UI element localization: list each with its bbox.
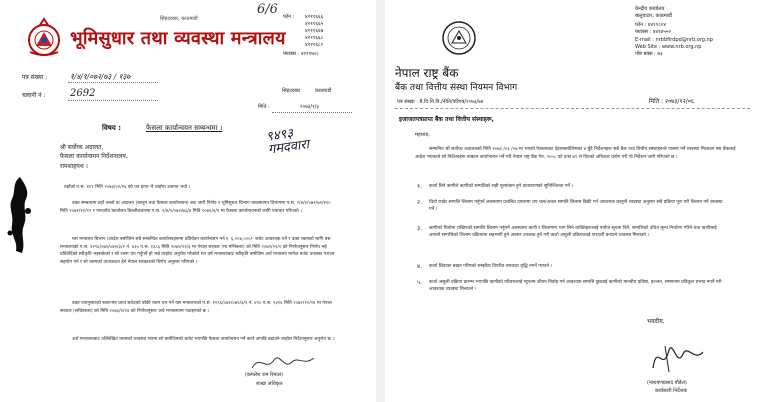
handwritten-note: ९४९३ गमदवारा bbox=[265, 126, 311, 158]
intro-paragraph: सम्मानित श्री सर्वोच्च अदालतको मिति २०७३ /०३ /०७ मा भएको फैसलाबाट देहायबमोजिमका ४ बुँदे निर्देशनहरू सबै बैंक तथा वित्तीय संस्थाहरूले पालना गर्ने व्यवस्था मिलाउन यस बैंकलाई आदेश भएकाले सो निर्देशनहरू तत्काल कार्यान्वयन गर्ने गरी नेपाल राष्ट्र बैंक ऐन, २०५८ को दफा ७९ ले दिएको अधिकार प्रयोग गरी यो निर्देशन जारी गरिएको छ । bbox=[415, 147, 736, 160]
dispatch-label: चलानी नं : bbox=[22, 92, 46, 99]
bank-department: बैंक तथा वित्तीय संस्था नियमन विभाग bbox=[395, 83, 518, 93]
right-signatory-name: (नारायणप्रसाद पौडेल) bbox=[647, 380, 687, 386]
subject-text: फैसला कार्यान्वयन सम्बन्धमा । bbox=[146, 124, 223, 132]
address-city: काठमाडौं bbox=[315, 88, 332, 94]
item-bullet-4: ४. bbox=[417, 263, 423, 270]
item-bullet-1: १. bbox=[417, 183, 423, 190]
to-line-3: रामशाहपथ । bbox=[60, 163, 88, 170]
office-phone: फोन : ४४१९८०४ bbox=[635, 22, 666, 28]
item-5: कर्जा असुली प्रक्रिया प्रारम्भ भएपछि ऋणीको परिवारलाई न्यूनतम जीवन निर्वाह गर्न आवश्यक सम्पत्ति छुट्याई ऋणीको मानवीय प्रतिष्ठा, इज्जत, सम्मानमा प्रतिकूल प्रभाव नपर्ने गरी आवश्यक व्यवस्था मिलाउने । bbox=[429, 280, 722, 293]
signature-scribble bbox=[248, 352, 318, 374]
salutation: महाशय, bbox=[415, 132, 430, 138]
nrb-seal-icon bbox=[441, 20, 477, 56]
right-signatory-title: कार्यकारी निर्देशक bbox=[655, 388, 688, 394]
item-1: कर्जा लिने ऋणीले ऋणीको सम्पतिको सही मूल्यांकन हुने वातावरणको सुनिश्चितता गर्ने । bbox=[429, 184, 574, 189]
ministry-title: भूमिसुधार तथा व्यवस्था मन्त्रालय bbox=[70, 28, 286, 49]
signatory-name: (कमलेश राम रिमाल) bbox=[245, 372, 284, 378]
ministry-place: सिंहदरबार, काठमाडौं bbox=[160, 16, 198, 22]
office-name: केन्द्रीय कार्यालय bbox=[635, 6, 665, 12]
date-line: मिति : २०७३/१२/०६ bbox=[649, 98, 694, 105]
addressee-line: इजाजतपत्रप्राप्त बैंक तथा वित्तीय संस्थाहरू, bbox=[399, 116, 494, 123]
to-line-1: श्री सर्वोच्च अदालत, bbox=[60, 144, 104, 151]
body-paragraph-3: यस मन्त्रालय बिभाग /आदेश बमोजिम सबै सम्बन्धित कार्यालयहरूमा प्रतिवेदन कार्यान्वयन गर्न र. ६,२०४,०००/- बजेट आवश्यक पर्ने र उक्त रकमको लागि यस मन्त्रालयको प.सं. ११९६/०७१/०७२/३/१ नं. ४३० प.स. २३८६ मिति २०७२/१२/३ मा नेपाल सरकार (मा.मन्त्रिस्तर) को मिति २०७२/१२/१ को निर्णयानुसार निर्णय भई प्रतिवेदिको स्वीकृति भइसकेको र सो रकम थप गर्नुपर्ने हो भन्ने व्यहोरा अनुरोध गरेकोले गत वर्ष मन्त्रालयबाट स्वीकृति बमोजिम अर्थ मन्त्रालय मार्फत बजेट उपलब्ध गराउन सहयोग गर्न र सो रकमको उपलब्धता हेर्न नेपाल सरकारको निर्णय अनुसार गरिएको । bbox=[60, 237, 335, 265]
item-bullet-5: ५. bbox=[417, 279, 423, 286]
item-bullet-2: २. bbox=[417, 199, 423, 206]
phone-label: फोन : bbox=[283, 14, 295, 20]
ref-line: पत्र संख्या : बै.वि.नि.वि./नीति/परिपत्र/२०७३/७४ bbox=[397, 99, 484, 105]
closing: भवदीय, bbox=[647, 318, 665, 325]
nrb-circular bbox=[385, 0, 760, 402]
office-website: Web Site : www.nrb.org.np bbox=[635, 44, 702, 50]
address-label: सिंहदरबार bbox=[282, 88, 301, 94]
ref-label: पत्र संख्या : bbox=[22, 74, 48, 81]
corner-handwriting: 6/6 bbox=[257, 2, 278, 17]
item-bullet-3: ३. bbox=[417, 225, 423, 232]
fax-line: फ्याक्स : ४२११७०८ bbox=[283, 51, 320, 57]
body-paragraph-4: उक्त पत्रानुसारको स्वरूपमा प्राप्त बजेटको बाँकी रकम थप गर्ने यस मन्त्रालयको प.सं. ११९६/०७१/०७२/३/१ नं. ४९० प.स. २३१६ मिति २०७२/१२/२४ मा नेपाल सरकार (सचिवस्तर) को मिति २०७३/१/२४ को निर्णयानुसार अर्थ मन्त्रालयमा पठाइएको छ । bbox=[60, 301, 332, 314]
ref-value: १/४/१/०७२/७३ / १३७ bbox=[70, 72, 131, 81]
phone-4: ४२११६६८ bbox=[305, 35, 324, 41]
nepal-emblem-icon bbox=[22, 16, 66, 60]
office-fax: फ्याक्स : ४४१४५५२ bbox=[635, 29, 672, 35]
signature-scribble-right bbox=[647, 338, 707, 376]
body-paragraph-1: तहाँको प.स. ४१९ मिति २०७३/०१/१६ को पत्र प्राप्त भै व्यहोरा अवगत भयो । bbox=[64, 185, 191, 190]
item-2: धितो राखेर सम्पत्ति लिलाम गर्नुपर्ने अवस्थामा प्रचलित दायरामा थप चल/अचल सम्पति लिलाम बिक्री गर्न आवश्यक कानुनी व्यवस्था अनुसार सबै प्रक्रिया पूरा गरी लिलाम गर्ने व्यवस्था गर्ने । bbox=[429, 200, 723, 213]
date-value: २०७३/१/३ bbox=[300, 104, 319, 110]
date-label: मिति : bbox=[258, 104, 270, 110]
phone-5: ४२११६८० bbox=[305, 42, 324, 48]
office-pobox: पोष्ट बक्स : ७३ bbox=[635, 51, 663, 57]
phone-3: ४२११६६७ bbox=[305, 28, 324, 34]
ink-blot bbox=[6, 175, 34, 255]
item-3: ऋणीको धितोमा राखिएको सम्पत्ति लिलाम गर्नुपर्ने अवस्थामा ऋणी र लिलाममा भाग लिने व्यक्तिहरूलाई पर्याप्त सूचना दिने, सम्पत्तिको उचित मूल्य निर्धारण गरिने तथा ऋणीलाई आफ्नो सम्पत्तिको लिलाम प्रक्रियामा सहभागी हुने अवसर उपलब्ध हुने गरी कर्जा असुली प्रक्रियालाई पारदर्शी बनाउने व्यवस्था मिलाउने । bbox=[429, 226, 717, 239]
phone-2: ४२११६६५ bbox=[305, 21, 324, 27]
office-email: E-mail : nrbbfirdpd@nrb.org.np bbox=[635, 37, 713, 43]
office-place: बालुवाटार, काठमाडौं bbox=[635, 13, 672, 19]
body-paragraph-2: उक्त सम्बन्धमा तहाँ तल्लो वा अदालत (कानुन तथा फैसला कार्यान्वयन) बाट जारी निर्णय र भूमिसुधार विभाग व्यवस्थापन विभागमा प.स. १/४/१/०७१/७२/११० मिति २०७१/११/१२ र नापजाँच कार्यालय डिल्लीबजारमा प.स. १/४/१/०७२/७३/४ मिति २०७२/४/१ मा फैसला कार्यान्वयनको लागि पत्राचार गरिएको । bbox=[60, 201, 331, 214]
ministry-letter bbox=[0, 0, 376, 402]
to-line-2: फैसला कार्यान्वयन निर्देशनालय, bbox=[60, 153, 128, 160]
phone-1: ४२११६६६ bbox=[305, 14, 324, 20]
body-paragraph-5: अर्थ मन्त्रालयबाट उल्लिखित रकमको व्यवस्था भएमा सो बमोजिमको बजेट भएपछि फैसला कार्यान्वयन गर्ने कार्य अगाडि बढाउने व्यहोरा निर्देशानुसार अनुरोध छ । bbox=[72, 337, 334, 342]
dispatch-value: 2692 bbox=[70, 88, 96, 99]
bank-title: नेपाल राष्ट्र बैंक bbox=[395, 66, 459, 80]
item-4: कर्जा लिंदाका बखत गरिएको सम्झौता विपरीत ब्याजदर वृद्धि नगर्ने गराउने । bbox=[429, 264, 553, 269]
signatory-title: शाखा अधिकृत bbox=[256, 381, 283, 387]
subject-label: विषय : bbox=[102, 124, 122, 132]
